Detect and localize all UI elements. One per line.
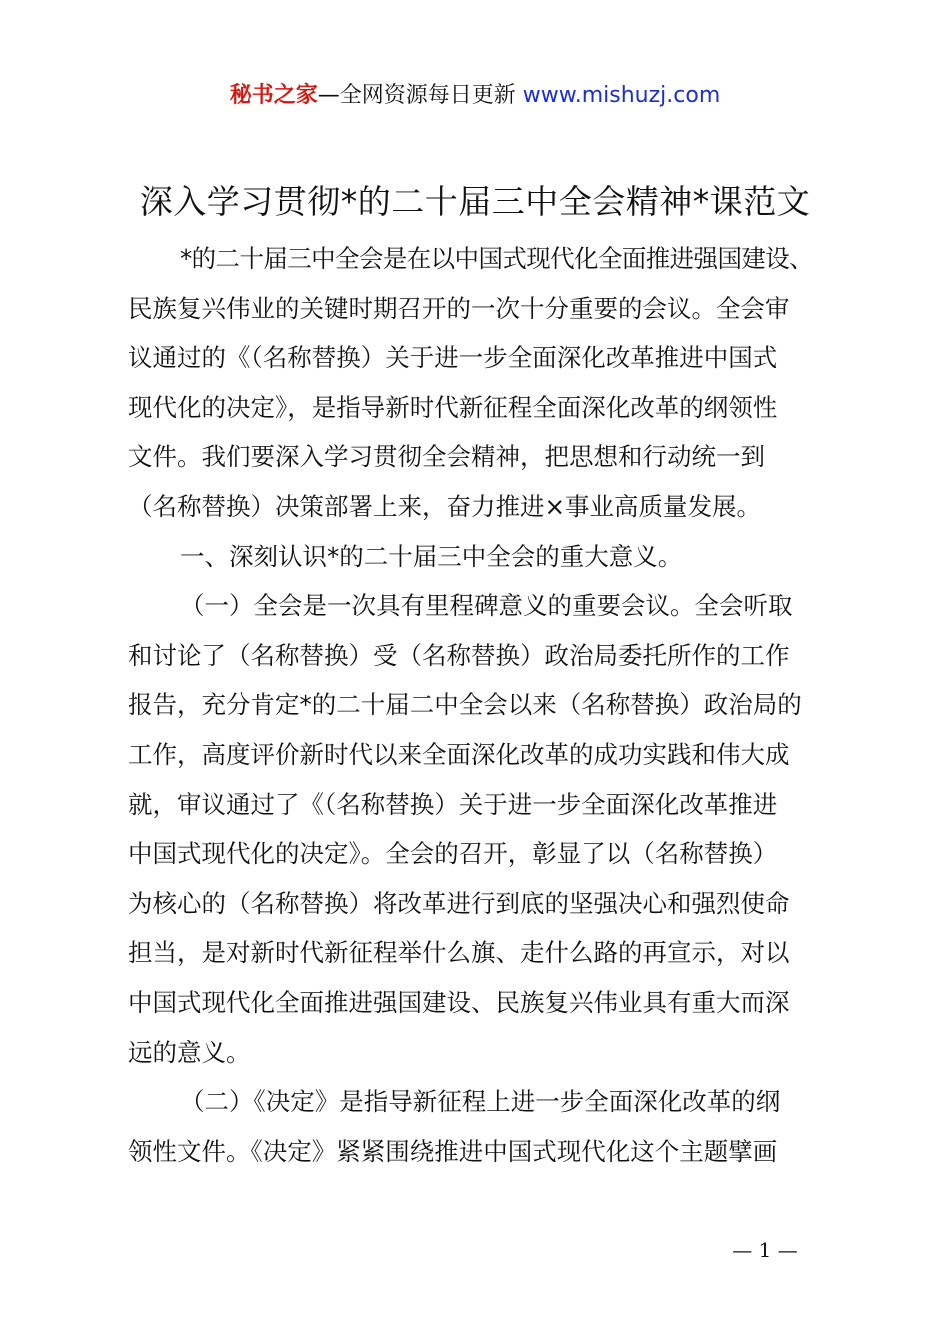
body-line: 为核心的（名称替换）将改革进行到底的坚强决心和强烈使命 [128, 888, 790, 918]
body-line: 领性文件。《决定》紧紧围绕推进中国式现代化这个主题擘画 [128, 1136, 778, 1166]
body-line: 中国式现代化全面推进强国建设、民族复兴伟业具有重大而深 [128, 987, 790, 1017]
body-line: 现代化的决定》，是指导新时代新征程全面深化改革的纲领性 [128, 392, 778, 422]
body-line: *的二十届三中全会是在以中国式现代化全面推进强国建设、 [180, 244, 814, 273]
site-url-link[interactable]: www.mishuzj.com [522, 83, 721, 108]
body-line: 中国式现代化的决定》。全会的召开，彰显了以（名称替换） [128, 839, 778, 869]
body-line: 文件。我们要深入学习贯彻全会精神，把思想和行动统一到 [128, 442, 765, 472]
page-number: — 1 — [732, 1238, 798, 1262]
body-line: 担当，是对新时代新征程举什么旗、走什么路的再宣示，对以 [128, 938, 790, 968]
site-header [0, 80, 950, 112]
body-line: 报告，充分肯定*的二十届二中全会以来（名称替换）政治局的 [128, 690, 802, 720]
document-body [128, 234, 840, 1176]
body-line: 民族复兴伟业的关键时期召开的一次十分重要的会议。全会审 [128, 293, 790, 323]
site-tagline: —全网资源每日更新 [317, 83, 516, 108]
body-line: 工作，高度评价新时代以来全面深化改革的成功实践和伟大成 [128, 739, 790, 769]
site-brand: 秘书之家 [229, 83, 318, 108]
body-line: （名称替换）决策部署上来，奋力推进×事业高质量发展。 [128, 491, 762, 521]
body-line: （二）《决定》是指导新征程上进一步全面深化改革的纲 [180, 1087, 781, 1117]
body-line: 和讨论了（名称替换）受（名称替换）政治局委托所作的工作 [128, 640, 790, 670]
document-title: 深入学习贯彻*的二十届三中全会精神*课范文 [139, 182, 811, 221]
body-line: 远的意义。 [128, 1037, 251, 1067]
body-line: 就，审议通过了《（名称替换）关于进一步全面深化改革推进 [128, 789, 778, 819]
body-line: 议通过的《（名称替换）关于进一步全面深化改革推进中国式 [128, 343, 778, 373]
body-line: （一）全会是一次具有里程碑意义的重要会议。全会听取 [180, 591, 793, 621]
section-heading: 一、深刻认识*的二十届三中全会的重大意义。 [180, 541, 683, 571]
